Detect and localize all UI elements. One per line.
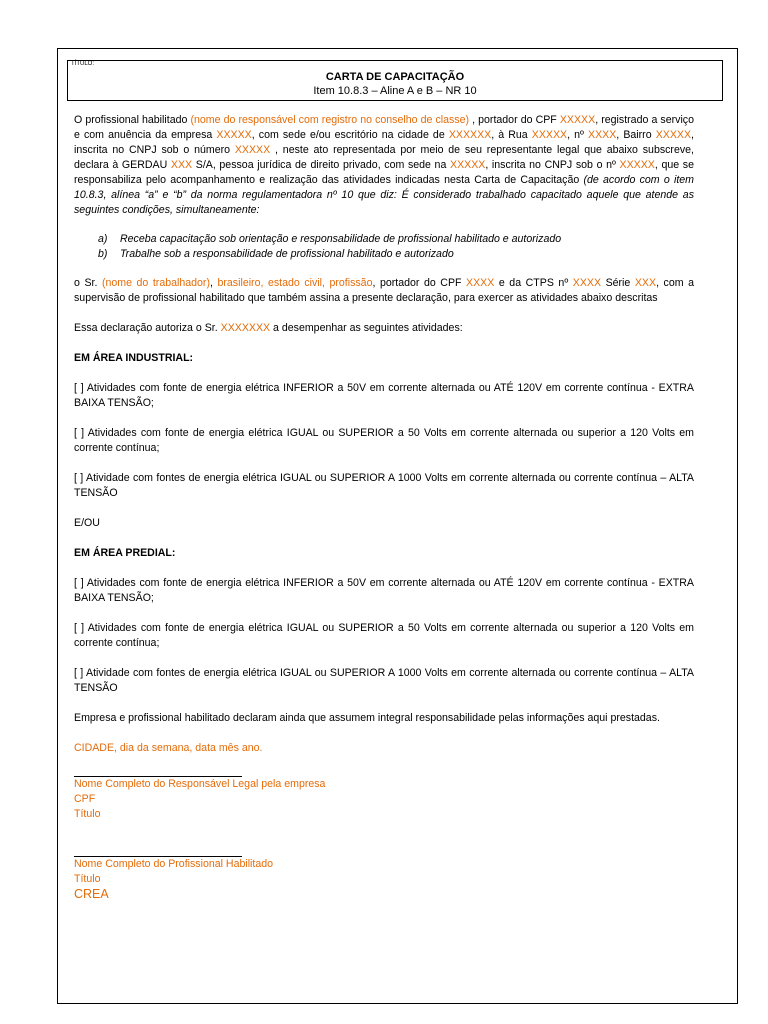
industrial-item: [ ] Atividades com fonte de energia elétrica INFERIOR a 50V em corrente alternada ou ATÉ 120V em corrente contínua - EXTRA BAIXA TENSÃO; <box>74 382 694 409</box>
placeholder-field: XXXX <box>572 277 602 289</box>
document-subtitle: Item 10.8.3 – Aline A e B – NR 10 <box>313 85 477 97</box>
placeholder-field: XXXXX <box>531 129 568 141</box>
title-box <box>67 60 723 101</box>
predial-item: [ ] Atividade com fontes de energia elétrica IGUAL ou SUPERIOR A 1000 Volts em corrente alternada ou corrente contínua – ALTA TENSÃO <box>74 667 694 694</box>
placeholder-field: brasileiro, estado civil, profissão <box>217 277 373 289</box>
placeholder-field: (nome do responsável com registro no conselho de classe) <box>190 114 470 126</box>
document-title: CARTA DE CAPACITAÇÃO <box>325 71 465 83</box>
signer2-name: Nome Completo do Profissional Habilitado <box>74 858 274 870</box>
placeholder-field: XXXXX <box>234 144 271 156</box>
placeholder-field: XXXXXXX <box>220 322 271 334</box>
authorize-paragraph: Essa declaração autoriza o Sr. XXXXXXX a desempenhar as seguintes atividades: <box>74 322 463 334</box>
placeholder-field: XXX <box>634 277 657 289</box>
signer2-title: Título <box>74 873 101 885</box>
predial-item: [ ] Atividades com fonte de energia elétrica IGUAL ou SUPERIOR a 50 Volts em corrente alternada ou superior a 120 Volts em corrente contínua; <box>74 622 694 649</box>
industrial-item: [ ] Atividades com fonte de energia elétrica IGUAL ou SUPERIOR a 50 Volts em corrente alternada ou superior a 120 Volts em corrente contínua; <box>74 427 694 454</box>
signer1-cpf: CPF <box>74 793 96 805</box>
and-or-label: E/OU <box>74 517 100 529</box>
intro-paragraph: O profissional habilitado (nome do responsável com registro no conselho de classe) , portador do CPF XXXXX, registrado a serviço e com anuência da empresa XXXXX, com sede e/ou escritório na cidade de XXXXXX, à Rua XXXXX, nº XXXX, Bairro XXXXX, inscrita no CNPJ sob o número XXXXX , neste ato representada por meio de seu representante legal que abaixo subscreve, declara à GERDAU XXX S/A, pessoa jurídica de direito privado, com sede na XXXXX, inscrita no CNPJ sob o nº XXXXX, que se responsabiliza pelo acompanhamento e realização das atividades indicadas nesta Carta de Capacitação (de acordo com o item 10.8.3, alínea “a” e “b” da norma regulamentadora nº 10 que diz: É considerado trabalhado capacitado aquele que atende as seguintes condições, simultaneamente: <box>74 114 694 216</box>
document-body <box>74 113 694 902</box>
list-item: a) Receba capacitação sob orientação e responsabilidade de profissional habilitado e autorizado <box>98 233 562 245</box>
signature-line <box>74 846 242 857</box>
worker-paragraph: o Sr. (nome do trabalhador), brasileiro, estado civil, profissão, portador do CPF XXXX e da CTPS nº XXXX Série XXX, com a supervisão de profissional habilitado que também assina a presente declaração, para exercer as atividades abaixo descritas <box>74 277 695 304</box>
list-item: b) Trabalhe sob a responsabilidade de profissional habilitado e autorizado <box>98 248 454 260</box>
conditions-list <box>74 232 694 262</box>
title-tag: TÍTULO: <box>71 61 95 67</box>
signer2-crea: CREA <box>74 887 109 901</box>
signer1-title: Título <box>74 808 101 820</box>
placeholder-field: XXXXXX <box>448 129 492 141</box>
placeholder-field: XXXX <box>466 277 495 289</box>
placeholder-field: XXXXX <box>559 114 596 126</box>
placeholder-field: (nome do trabalhador) <box>101 277 210 289</box>
placeholder-field: XXXXX <box>216 129 252 141</box>
industrial-heading: EM ÁREA INDUSTRIAL: <box>74 352 194 364</box>
signature-line <box>74 766 242 777</box>
placeholder-field: XXXX <box>588 129 617 141</box>
placeholder-field: XXX <box>170 159 193 171</box>
signer1-name: Nome Completo do Responsável Legal pela empresa <box>74 778 326 790</box>
placeholder-field: XXXXX <box>655 129 692 141</box>
document-page <box>57 48 738 1004</box>
industrial-item: [ ] Atividade com fontes de energia elétrica IGUAL ou SUPERIOR A 1000 Volts em corrente alternada ou corrente contínua – ALTA TENSÃO <box>74 472 694 499</box>
closing-paragraph: Empresa e profissional habilitado declaram ainda que assumem integral responsabilidade pelas informações aqui prestadas. <box>74 712 660 724</box>
predial-heading: EM ÁREA PREDIAL: <box>74 547 176 559</box>
placeholder-field: XXXXX <box>619 159 655 171</box>
placeholder-field: XXXXX <box>450 159 486 171</box>
predial-item: [ ] Atividades com fonte de energia elétrica INFERIOR a 50V em corrente alternada ou ATÉ 120V em corrente contínua - EXTRA BAIXA TENSÃO; <box>74 577 694 604</box>
place-date: CIDADE, dia da semana, data mês ano. <box>74 742 263 754</box>
